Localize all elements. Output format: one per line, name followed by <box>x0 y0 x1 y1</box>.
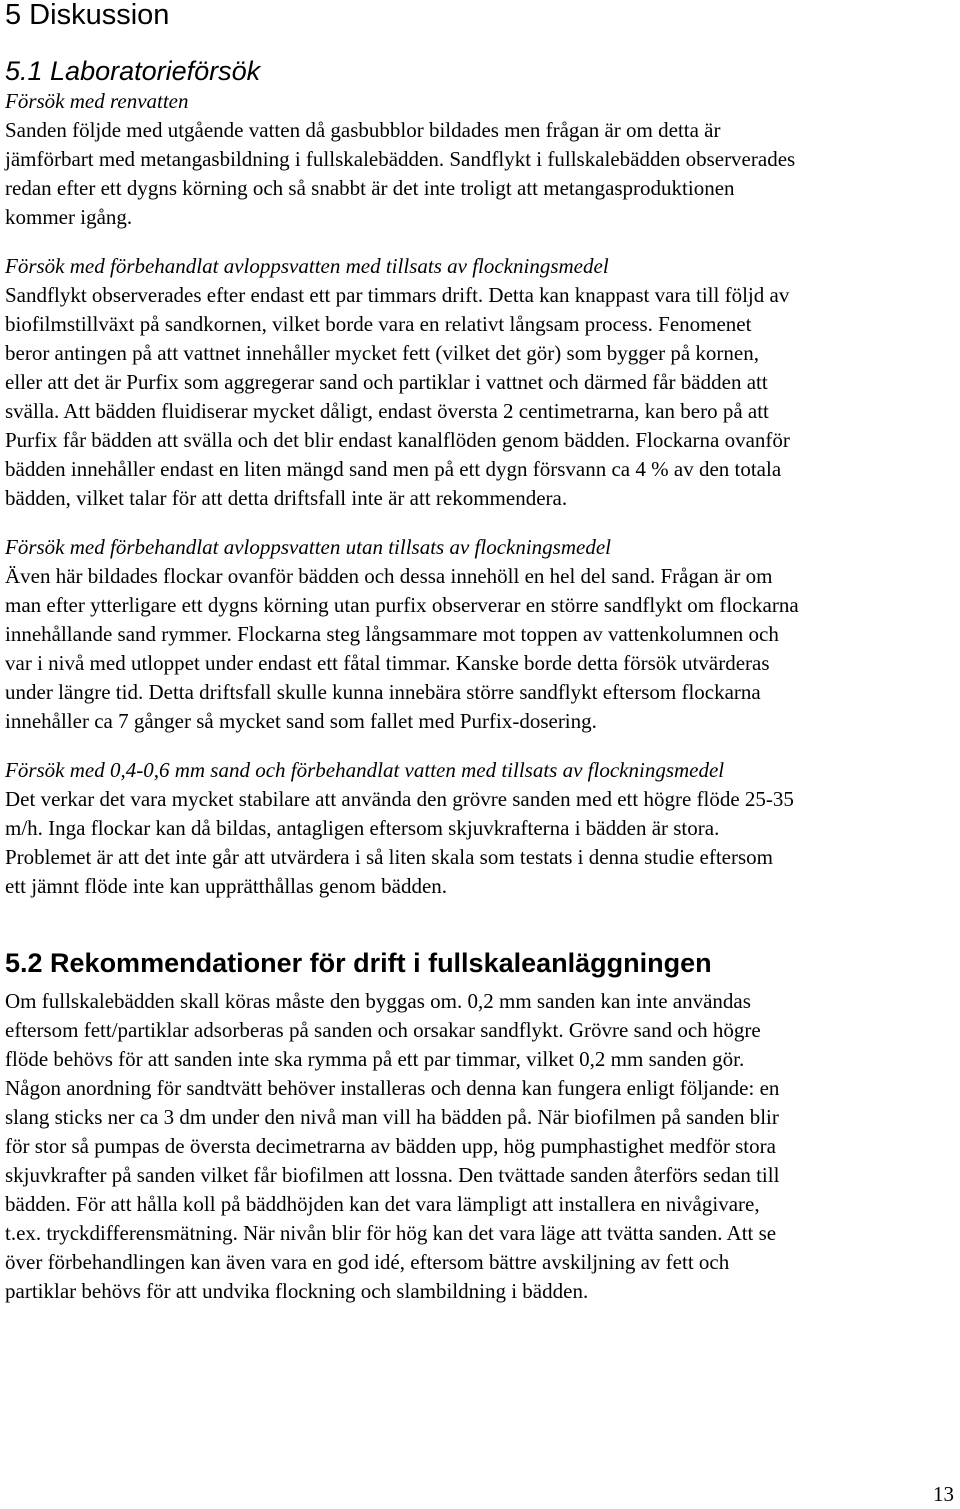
text-line: jämförbart med metangasbildning i fullskalebädden. Sandflykt i fullskalebädden observerades <box>5 147 796 171</box>
text-line: skjuvkrafter på sanden vilket får biofilmen att lossna. Den tvättade sanden återförs sedan till <box>5 1163 780 1187</box>
text-line: eftersom fett/partiklar adsorberas på sanden och orsakar sandflykt. Grövre sand och högre <box>5 1018 761 1042</box>
subheading-grov-sand: Försök med 0,4-0,6 mm sand och förbehandlat vatten med tillsats av flockningsmedel <box>5 758 725 782</box>
block-grov-sand <box>5 756 950 901</box>
text-line: innehåller ca 7 gånger så mycket sand som fallet med Purfix-dosering. <box>5 709 597 733</box>
text-line: Det verkar det vara mycket stabilare att använda den grövre sanden med ett högre flöde 25-35 <box>5 787 794 811</box>
text-line: svälla. Att bädden fluidiserar mycket dåligt, endast översta 2 centimetrarna, kan bero på att <box>5 399 769 423</box>
subheading-utan-flockningsmedel: Försök med förbehandlat avloppsvatten utan tillsats av flockningsmedel <box>5 535 611 559</box>
text-line: bädden, vilket talar för att detta driftsfall inte är att rekommendera. <box>5 486 568 510</box>
section-heading-laboratorieforsok: 5.1 Laboratorieförsök <box>5 56 261 86</box>
subheading-renvatten: Försök med renvatten <box>5 89 189 113</box>
text-line: Någon anordning för sandtvätt behöver installeras och denna kan fungera enligt följande: en <box>5 1076 780 1100</box>
block-renvatten <box>5 87 950 232</box>
text-line: bädden innehåller endast en liten mängd sand men på ett dygn försvann ca 4 % av den totala <box>5 457 782 481</box>
text-line: beror antingen på att vattnet innehåller mycket fett (vilket det gör) som bygger på kornen, <box>5 341 759 365</box>
document-page <box>5 0 950 1306</box>
text-line: m/h. Inga flockar kan då bildas, antagligen eftersom skjuvkrafterna i bädden är stora. <box>5 816 720 840</box>
text-line: t.ex. tryckdifferensmätning. När nivån blir för hög kan det vara läge att tvätta sanden. Att se <box>5 1221 777 1245</box>
text-line: slang sticks ner ca 3 dm under den nivå man vill ha bädden på. När biofilmen på sanden blir <box>5 1105 779 1129</box>
text-line: Även här bildades flockar ovanför bädden och dessa innehöll en hel del sand. Frågan är om <box>5 564 773 588</box>
text-line: man efter ytterligare ett dygns körning utan purfix observerar en större sandflykt om flockarna <box>5 593 799 617</box>
paragraph-utan-flockningsmedel <box>5 562 950 736</box>
text-line: partiklar behövs för att undvika flockning och slambildning i bädden. <box>5 1279 589 1303</box>
text-line: eller att det är Purfix som aggregerar sand och partiklar i vattnet och därmed får bädden att <box>5 370 768 394</box>
text-line: Problemet är att det inte går att utvärdera i så liten skala som testats i denna studie eftersom <box>5 845 774 869</box>
section-heading-rekommendationer: 5.2 Rekommendationer för drift i fullskaleanläggningen <box>5 948 712 978</box>
block-utan-flockningsmedel <box>5 533 950 736</box>
text-line: bädden. För att hålla koll på bäddhöjden kan det vara lämpligt att installera en nivågivare, <box>5 1192 760 1216</box>
text-line: Sandflykt observerades efter endast ett par timmars drift. Detta kan knappast vara till följd av <box>5 283 790 307</box>
text-line: flöde behövs för att sanden inte ska rymma på ett par timmar, vilket 0,2 mm sanden gör. <box>5 1047 745 1071</box>
text-line: för stor så pumpas de översta decimetrarna av bädden upp, hög pumphastighet medför stora <box>5 1134 776 1158</box>
text-line: ett jämnt flöde inte kan upprätthållas genom bädden. <box>5 874 448 898</box>
paragraph-rekommendationer <box>5 987 950 1306</box>
text-line: Sanden följde med utgående vatten då gasbubblor bildades men frågan är om detta är <box>5 118 721 142</box>
text-line: under längre tid. Detta driftsfall skulle kunna innebära större sandflykt eftersom flockarna <box>5 680 761 704</box>
text-line: kommer igång. <box>5 205 133 229</box>
text-line: redan efter ett dygns körning och så snabbt är det inte troligt att metangasproduktionen <box>5 176 735 200</box>
section-1-content <box>5 87 950 901</box>
chapter-heading: 5 Diskussion <box>5 0 170 31</box>
page-number: 13 <box>933 1482 954 1506</box>
text-line: över förbehandlingen kan även vara en god idé, eftersom bättre avskiljning av fett och <box>5 1250 730 1274</box>
text-line: Om fullskalebädden skall köras måste den byggas om. 0,2 mm sanden kan inte användas <box>5 989 751 1013</box>
paragraph-grov-sand <box>5 785 950 901</box>
text-line: innehållande sand rymmer. Flockarna steg långsammare mot toppen av vattenkolumnen och <box>5 622 779 646</box>
paragraph-med-flockningsmedel <box>5 281 950 513</box>
paragraph-renvatten <box>5 116 950 232</box>
subheading-med-flockningsmedel: Försök med förbehandlat avloppsvatten med tillsats av flockningsmedel <box>5 254 609 278</box>
text-line: Purfix får bädden att svälla och det blir endast kanalflöden genom bädden. Flockarna ovanför <box>5 428 790 452</box>
text-line: var i nivå med utloppet under endast ett fåtal timmar. Kanske borde detta försök utvärderas <box>5 651 770 675</box>
text-line: biofilmstillväxt på sandkornen, vilket borde vara en relativt långsam process. Fenomenet <box>5 312 752 336</box>
block-med-flockningsmedel <box>5 252 950 513</box>
